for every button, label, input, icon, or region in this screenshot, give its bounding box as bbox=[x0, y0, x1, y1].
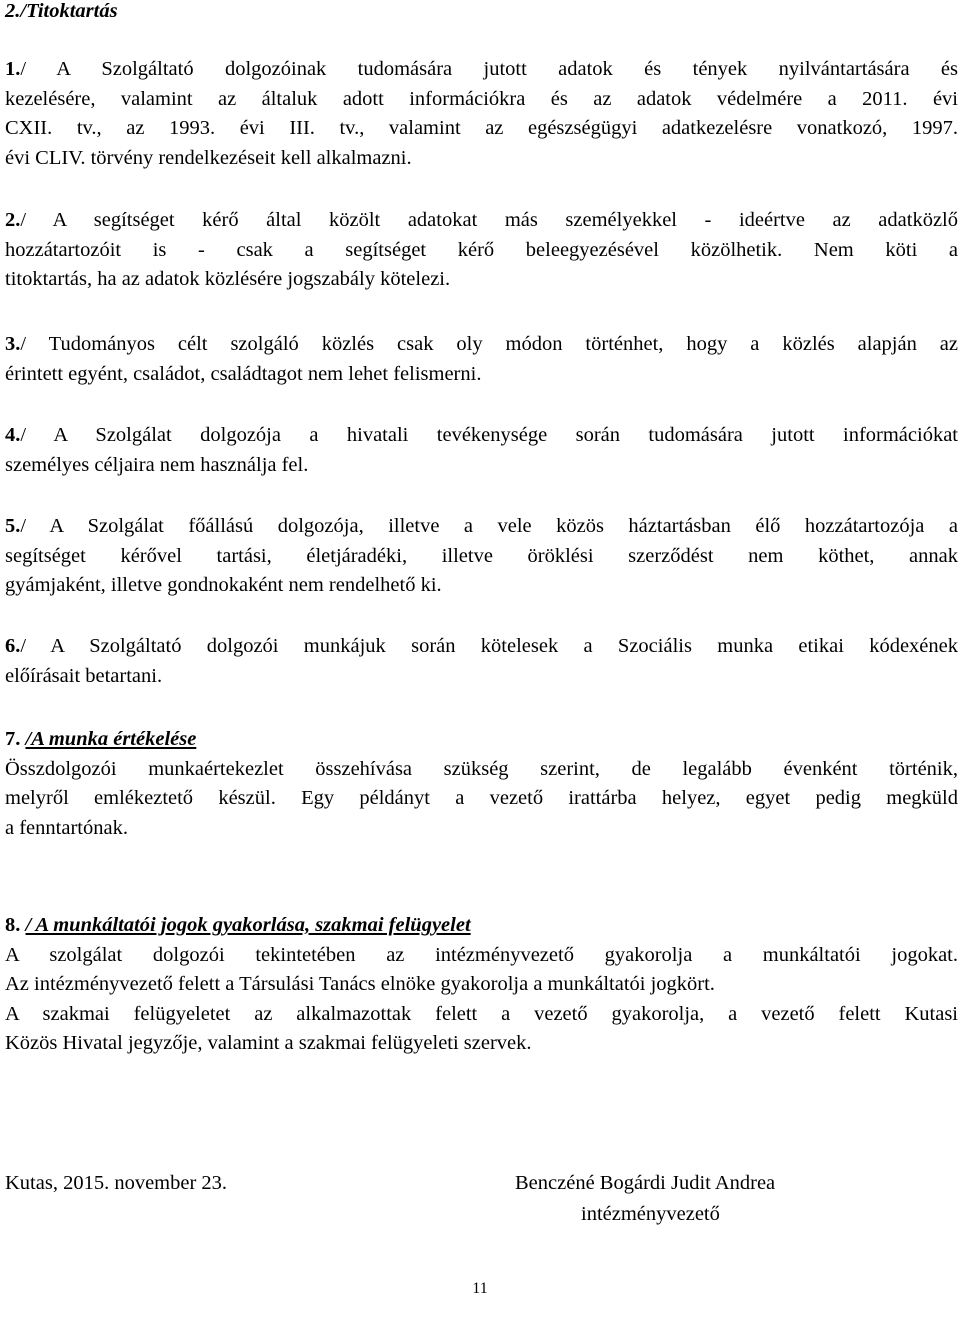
section-7-title bbox=[5, 725, 958, 755]
paragraph-line: érintett egyént, családot, családtagot nem lehet felismerni. bbox=[5, 362, 482, 385]
paragraph-line: hozzátartozóit is - csak a segítséget kérő beleegyezésével közölhetik. Nem köti a bbox=[5, 238, 958, 261]
paragraph-line: gyámjaként, illetve gondnokaként nem rendelhető ki. bbox=[5, 574, 442, 596]
paragraph-2 bbox=[5, 206, 958, 295]
paragraph-line: / A Szolgálat főállású dolgozója, illetve a vele közös háztartásban élő hozzátartozója a bbox=[20, 515, 958, 537]
section-8 bbox=[5, 911, 958, 1059]
paragraph-line: A szolgálat dolgozói tekintetében az intézményvezető gyakorolja a munkáltatói jogokat. bbox=[5, 943, 958, 966]
paragraph-1 bbox=[5, 55, 958, 173]
paragraph-6 bbox=[5, 632, 958, 691]
paragraph-line: személyes céljaira nem használja fel. bbox=[5, 453, 309, 476]
paragraph-line: kezelésére, valamint az általuk adott információkra és az adatok védelmére a 2011. évi bbox=[5, 87, 958, 110]
section-number: 7. bbox=[5, 728, 21, 750]
place-date: Kutas, 2015. november 23. bbox=[5, 1172, 228, 1194]
section-heading: 2./Titoktartás bbox=[5, 0, 118, 22]
page-number: 11 bbox=[472, 1280, 488, 1297]
paragraph-line: A szakmai felügyeletet az alkalmazottak felett a vezető gyakorolja, a vezető felett Kutasi bbox=[5, 1002, 958, 1025]
paragraph-number: 3. bbox=[5, 333, 21, 355]
paragraph-4 bbox=[5, 421, 958, 480]
paragraph-line: titoktartás, ha az adatok közlésére jogszabály kötelezi. bbox=[5, 268, 451, 290]
paragraph-line: / A Szolgáltató dolgozói munkájuk során kötelesek a Szociális munka etikai kódexének bbox=[20, 635, 958, 657]
paragraph-3 bbox=[5, 330, 958, 389]
signatory-name: Benczéné Bogárdi Judit Andrea bbox=[515, 1172, 776, 1194]
paragraph-line: / A Szolgáltató dolgozóinak tudomására jutott adatok és tények nyilvántartására és bbox=[20, 58, 958, 80]
paragraph-line: Az intézményvezető felett a Társulási Tanács elnöke gyakorolja a munkáltatói jogkört. bbox=[5, 973, 715, 995]
paragraph-number: 2. bbox=[5, 209, 21, 231]
paragraph-line: CXII. tv., az 1993. évi III. tv., valamint az egészségügyi adatkezelésre vonatkozó, 1997. bbox=[5, 117, 958, 139]
paragraph-line: előírásait betartani. bbox=[5, 664, 163, 687]
paragraph-line: a fenntartónak. bbox=[5, 816, 128, 839]
paragraph-5 bbox=[5, 512, 958, 601]
section-number: 8. bbox=[5, 914, 21, 936]
paragraph-line: / A Szolgálat dolgozója a hivatali tevékenysége során tudomására jutott információkat bbox=[20, 424, 958, 446]
paragraph-line: segítséget kérővel tartási, életjáradéki, illetve öröklési szerződést nem köthet, annak bbox=[5, 544, 958, 567]
paragraph-line: melyről emlékeztető készül. Egy példányt a vezető irattárba helyez, egyet pedig megküld bbox=[5, 787, 958, 809]
paragraph-line: Közös Hivatal jegyzője, valamint a szakmai felügyeleti szervek. bbox=[5, 1032, 532, 1054]
paragraph-line: / A segítséget kérő által közölt adatokat más személyekkel - ideértve az adatközlő bbox=[20, 209, 958, 231]
section-8-title bbox=[5, 911, 958, 941]
paragraph-number: 1. bbox=[5, 58, 21, 80]
signatory-role: intézményvezető bbox=[581, 1203, 720, 1225]
section-title: /A munka értékelése bbox=[25, 728, 197, 750]
paragraph-line: Összdolgozói munkaértekezlet összehívása szükség szerint, de legalább évenként történik, bbox=[5, 757, 958, 780]
section-7 bbox=[5, 725, 958, 843]
section-title: / A munkáltatói jogok gyakorlása, szakmai felügyelet bbox=[25, 914, 471, 936]
paragraph-line: / Tudományos célt szolgáló közlés csak oly módon történhet, hogy a közlés alapján az bbox=[20, 333, 958, 355]
paragraph-number: 4. bbox=[5, 424, 21, 446]
paragraph-number: 5. bbox=[5, 515, 21, 537]
paragraph-line: évi CLIV. törvény rendelkezéseit kell alkalmazni. bbox=[5, 146, 412, 169]
paragraph-number: 6. bbox=[5, 635, 21, 657]
